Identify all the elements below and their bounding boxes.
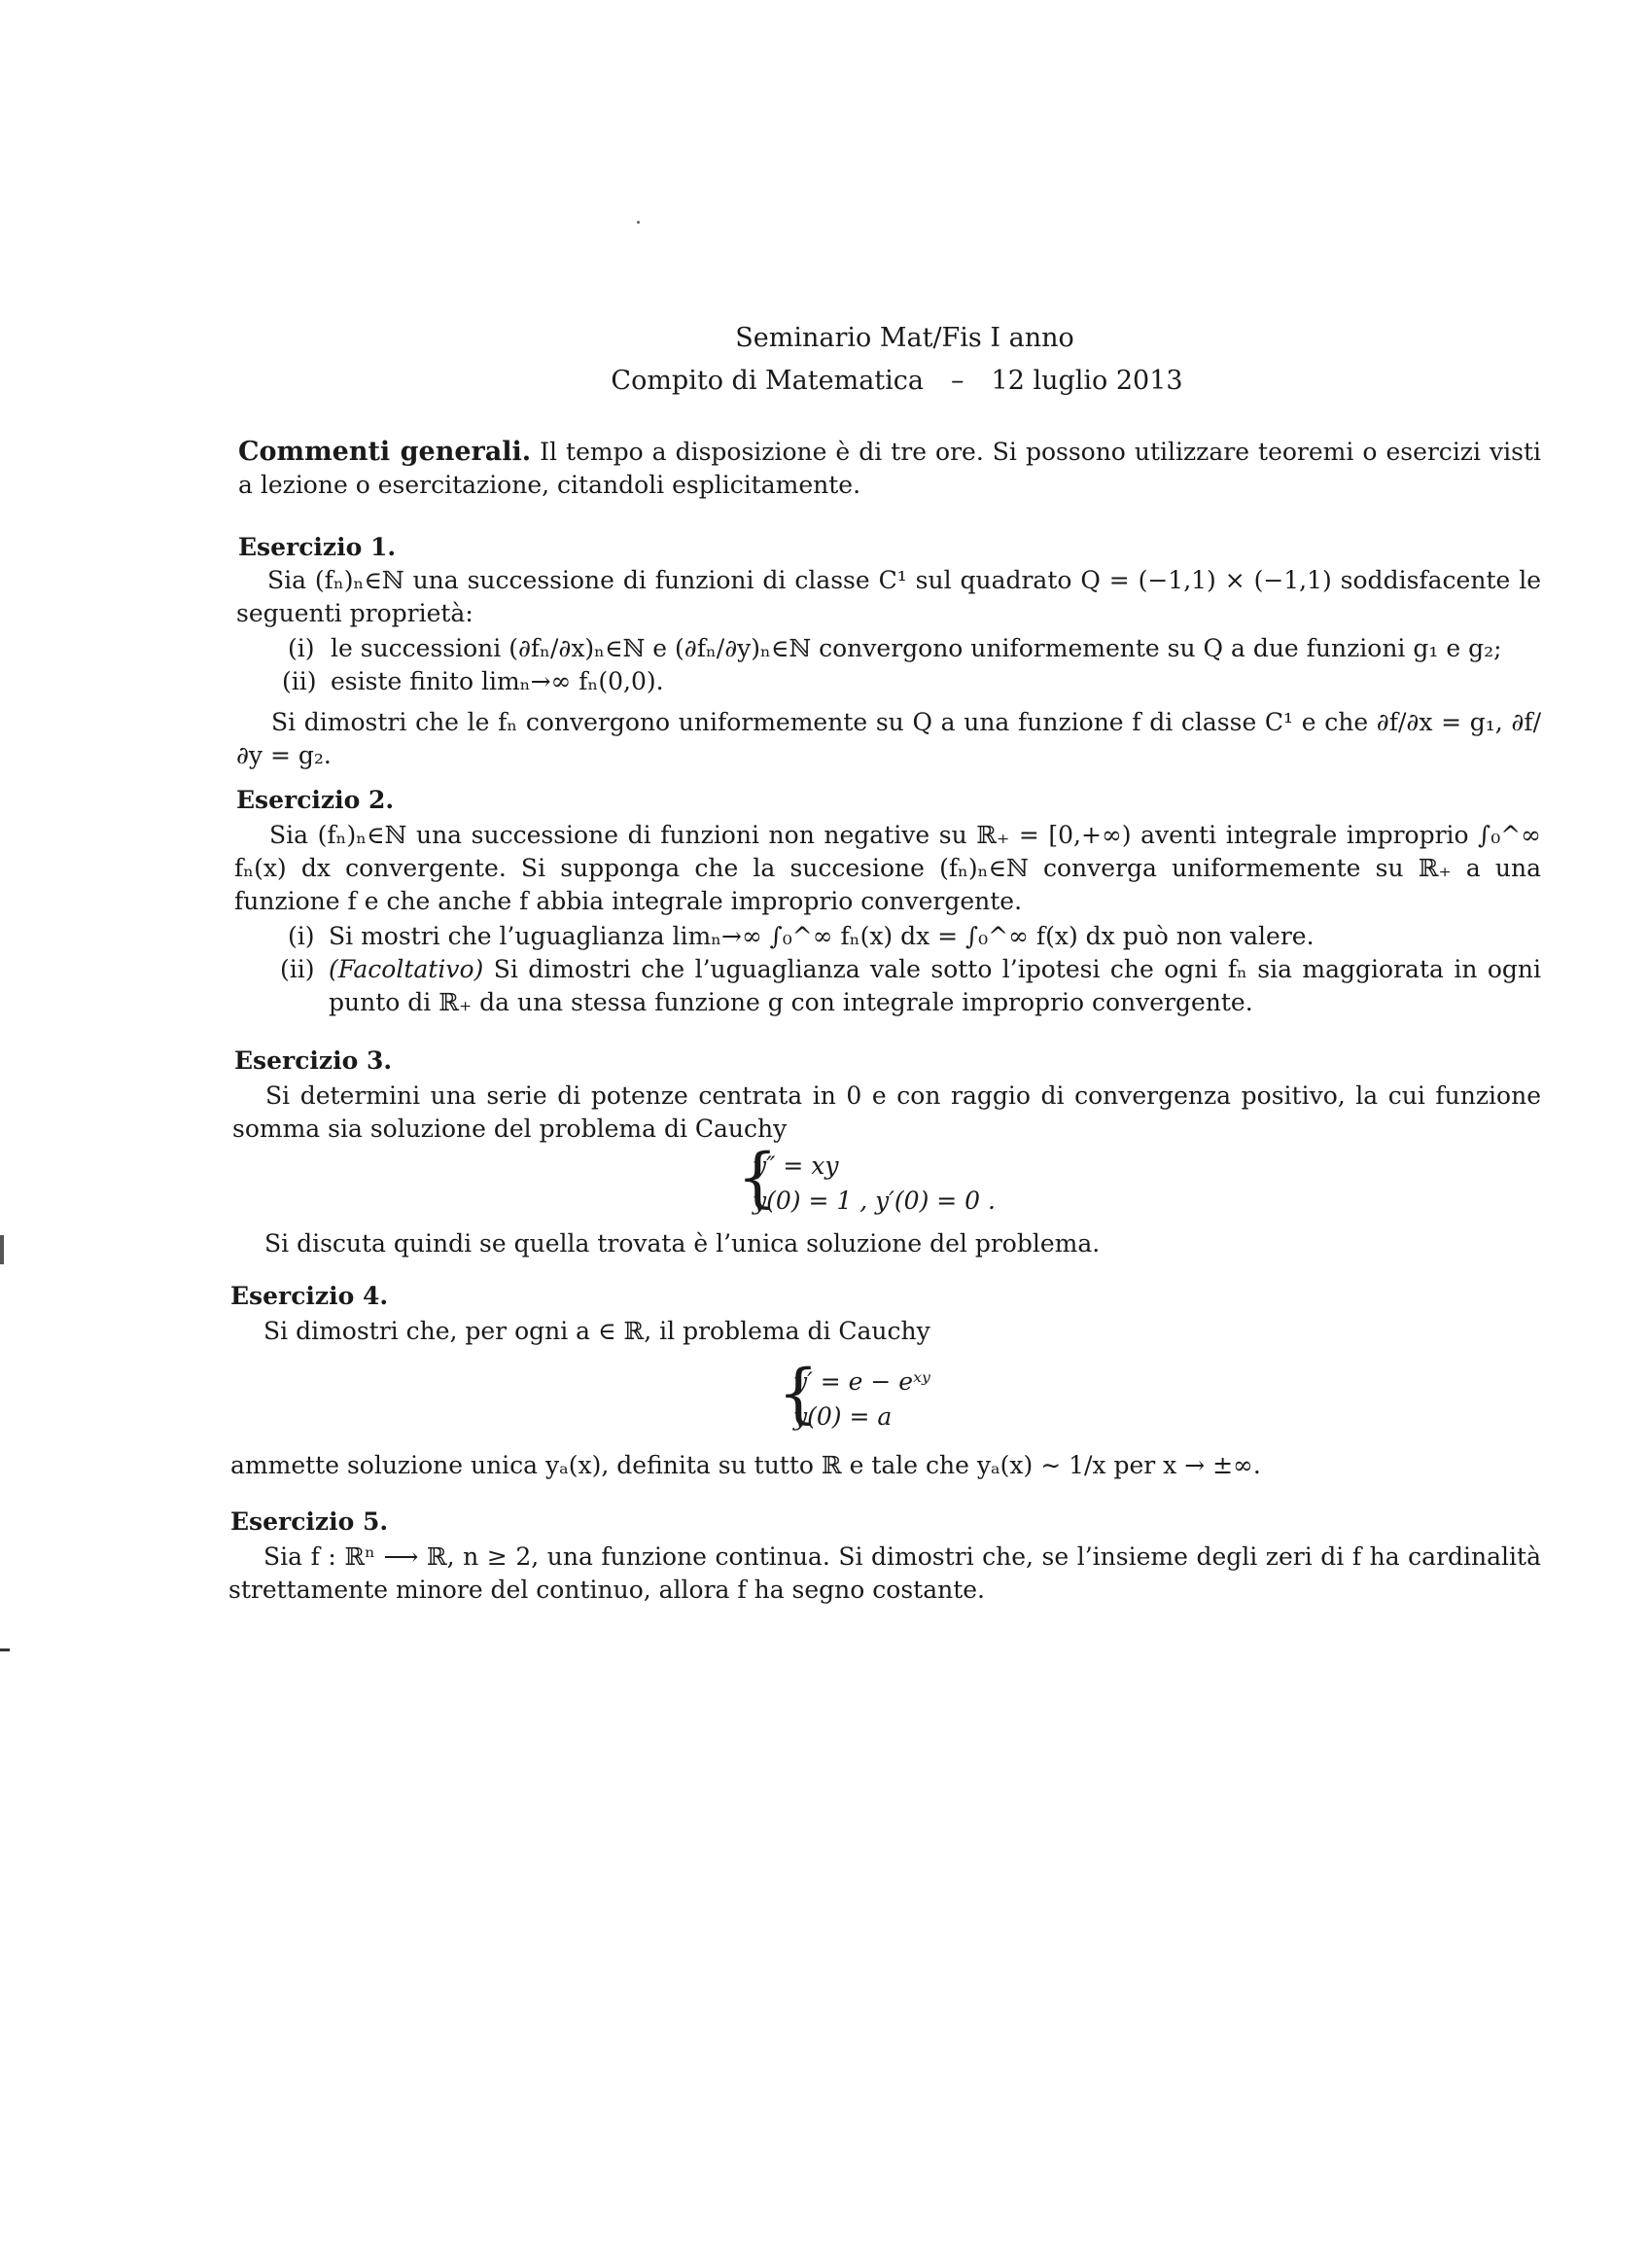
exercise-2-item-2-number: (ii)	[280, 955, 315, 983]
exercise-2-item-2	[329, 953, 1541, 1019]
exercise-2-item-1: Si mostri che l’uguaglianza limₙ→∞ ∫₀^∞ fₙ(x) dx = ∫₀^∞ f(x) dx può non valere.	[329, 922, 1315, 950]
scan-edge-mark	[0, 1235, 4, 1264]
exercise-1-statement: Sia (fₙ)ₙ∈ℕ una successione di funzioni di classe C¹ sul quadrato Q = (−1,1) × (−1,1) soddisfacente le seguenti proprietà:	[236, 566, 1541, 627]
document-subtitle	[73, 366, 1648, 396]
exercise-1-item-2: esiste finito limₙ→∞ fₙ(0,0).	[331, 667, 664, 695]
document-title: Seminario Mat/Fis I anno	[735, 323, 1074, 353]
exercise-3-title: Esercizio 3.	[234, 1046, 393, 1075]
general-comments-label: Commenti generali.	[238, 437, 532, 467]
exercise-5-statement: Sia f : ℝⁿ ⟶ ℝ, n ≥ 2, una funzione continua. Si dimostri che, se l’insieme degli zeri di f ha cardinalità strettamente minore del continuo, allora f ha segno costante.	[228, 1542, 1541, 1604]
general-comments-text: Il tempo a disposizione è di tre ore. Si possono utilizzare teoremi o esercizi visti a lezione o esercitazione, citandoli esplicitamente.	[238, 438, 1541, 499]
exercise-2-title: Esercizio 2.	[236, 786, 395, 814]
left-brace: {	[778, 1356, 819, 1431]
exercise-1-conclusion: Si dimostri che le fₙ convergono uniformemente su Q a una funzione f di classe C¹ e che ∂f/∂x = g₁, ∂f/∂y = g₂.	[236, 708, 1541, 769]
left-brace: {	[737, 1140, 778, 1215]
exercise-3-statement: Si determini una serie di potenze centrata in 0 e con raggio di convergenza positivo, la cui funzione somma sia soluzione del problema di Cauchy	[232, 1081, 1541, 1143]
exercise-1-title: Esercizio 1.	[238, 533, 397, 561]
exercise-2-item-2-text: Si dimostri che l’uguaglianza vale sotto l’ipotesi che ogni fₙ sia maggiorata in ogni punto di ℝ₊ da una stessa funzione g con integrale improprio convergente.	[329, 955, 1541, 1016]
scan-edge-mark	[0, 1648, 10, 1651]
exercise-1-item-1-number: (i)	[288, 634, 315, 662]
exercise-1-item-1: le successioni (∂fₙ/∂x)ₙ∈ℕ e (∂fₙ/∂y)ₙ∈ℕ convergono uniformemente su Q a due funzioni g₁ e g₂;	[331, 634, 1502, 662]
exercise-2-statement: Sia (fₙ)ₙ∈ℕ una successione di funzioni non negative su ℝ₊ = [0,+∞) aventi integrale improprio ∫₀^∞ fₙ(x) dx convergente. Si supponga che la succesione (fₙ)ₙ∈ℕ converga uniformemente su ℝ₊ a una funzione f e che anche f abbia integrale improprio convergente.	[234, 821, 1541, 915]
exercise-1-item-2-number: (ii)	[282, 667, 317, 695]
exam-date: 12 luglio 2013	[991, 366, 1183, 396]
optional-label: (Facoltativo)	[329, 955, 484, 983]
initial-conditions: y(0) = 1 , y′(0) = 0 .	[753, 1187, 996, 1215]
title-separator: –	[951, 366, 964, 396]
exercise-5-title: Esercizio 5.	[230, 1507, 389, 1536]
exercise-4-statement: Si dimostri che, per ogni a ∈ ℝ, il problema di Cauchy	[263, 1317, 930, 1345]
general-comments	[238, 436, 1541, 502]
exercise-3-cauchy-system	[737, 1140, 1068, 1222]
exam-name: Compito di Matematica	[611, 366, 925, 396]
exercise-4-title: Esercizio 4.	[230, 1282, 389, 1310]
initial-condition: y(0) = a	[793, 1402, 893, 1431]
exercise-4-cauchy-system	[778, 1356, 1069, 1437]
scan-speck	[637, 221, 640, 224]
exercise-2-item-1-number: (i)	[288, 922, 315, 950]
ode-equation: y′ = e − eˣʸ	[793, 1367, 930, 1396]
exercise-3-question: Si discuta quindi se quella trovata è l’unica soluzione del problema.	[264, 1229, 1101, 1258]
ode-equation: y″ = xy	[753, 1152, 839, 1180]
exercise-4-conclusion: ammette soluzione unica yₐ(x), definita su tutto ℝ e tale che yₐ(x) ∼ 1/x per x → ±∞.	[230, 1451, 1261, 1479]
